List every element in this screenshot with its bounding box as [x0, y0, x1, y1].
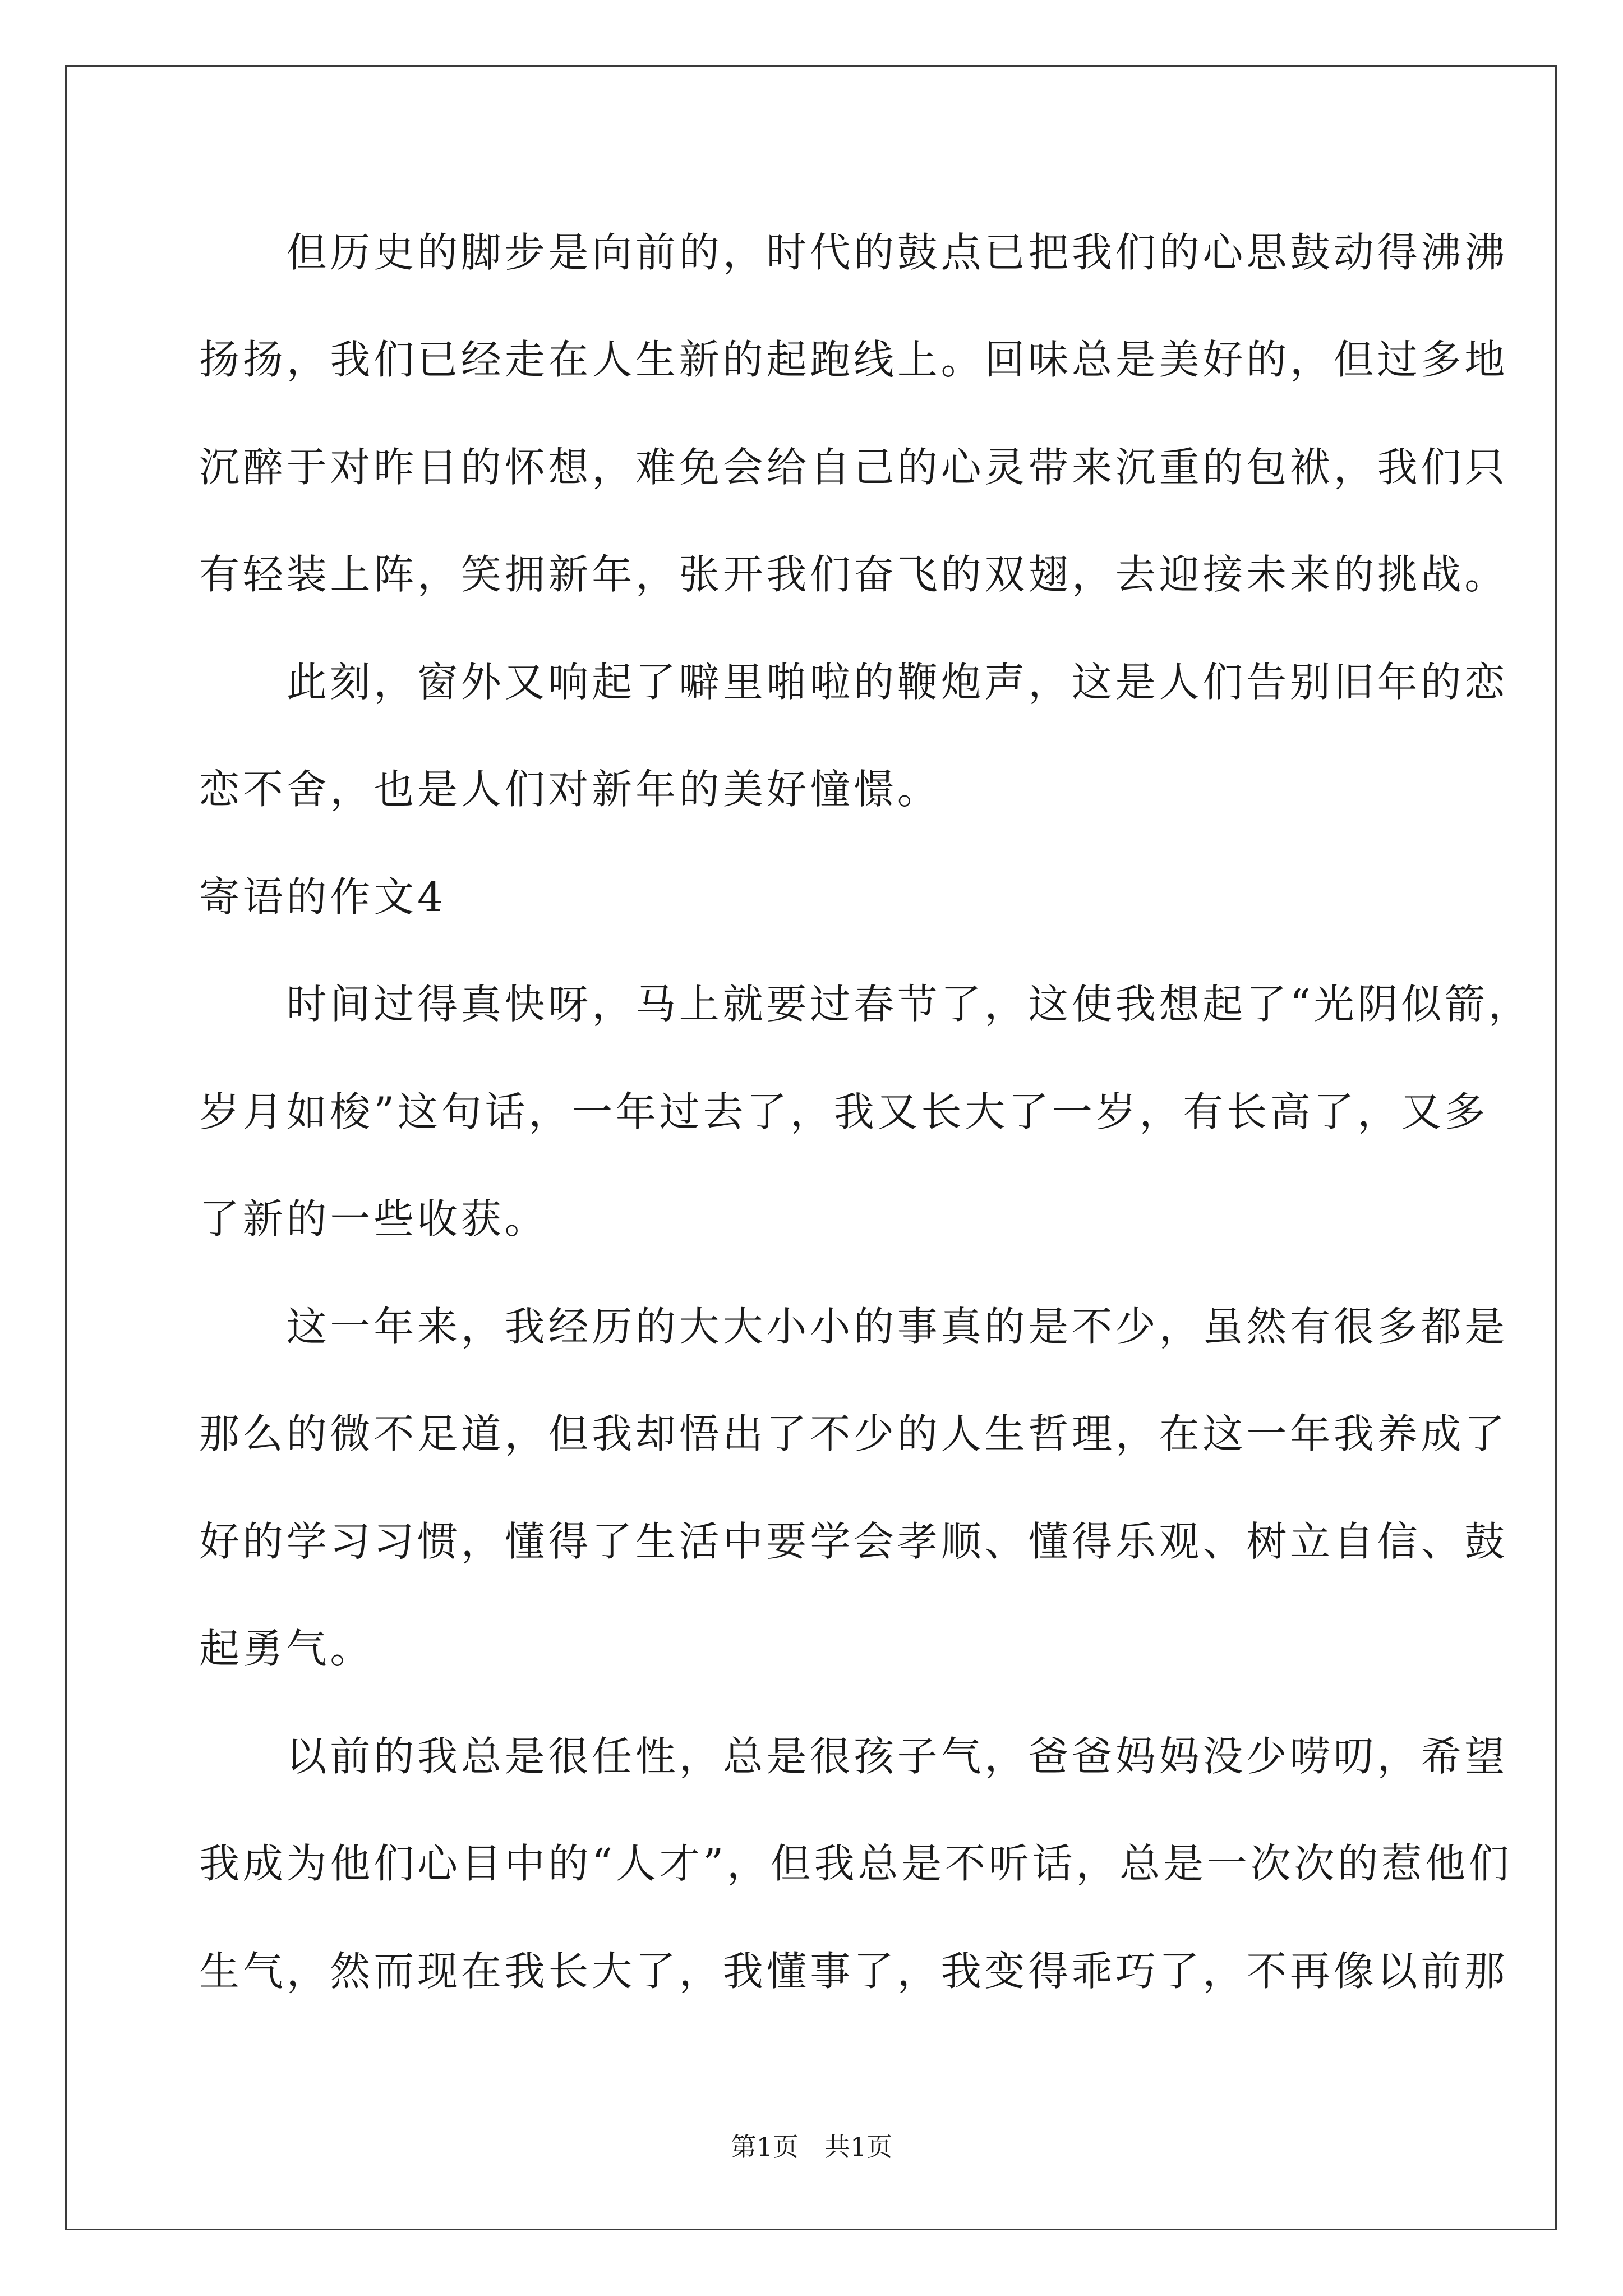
section-heading: 寄语的作文4	[199, 873, 446, 921]
paragraph-line: 我成为他们心目中的“人才”，但我总是不听话，总是一次次的惹他们	[199, 1840, 1513, 1887]
paragraph-line: 时间过得真快呀，马上就要过春节了，这使我想起了“光阴似箭，	[199, 981, 1532, 1028]
paragraph-line: 这一年来，我经历的大大小小的事真的是不少，虽然有很多都是	[199, 1303, 1509, 1350]
paragraph-line: 岁月如梭”这句话，一年过去了，我又长大了一岁，有长高了，又多	[199, 1088, 1488, 1135]
paragraph-line: 生气，然而现在我长大了，我懂事了，我变得乖巧了，不再像以前那	[199, 1948, 1509, 1995]
paragraph-line: 扬扬，我们已经走在人生新的起跑线上。回味总是美好的，但过多地	[199, 336, 1509, 383]
paragraph-line: 那么的微不足道，但我却悟出了不少的人生哲理，在这一年我养成了	[199, 1410, 1509, 1457]
paragraph-line: 起勇气。	[199, 1625, 374, 1672]
paragraph-line: 了新的一些收获。	[199, 1195, 548, 1243]
paragraph-line: 好的学习习惯，懂得了生活中要学会孝顺、懂得乐观、树立自信、鼓	[199, 1518, 1509, 1565]
paragraph-line: 沉醉于对昨日的怀想，难免会给自己的心灵带来沉重的包袱，我们只	[199, 444, 1509, 491]
paragraph-line: 此刻，窗外又响起了噼里啪啦的鞭炮声，这是人们告别旧年的恋	[199, 659, 1509, 706]
paragraph-line: 有轻装上阵，笑拥新年，张开我们奋飞的双翅，去迎接未来的挑战。	[199, 551, 1509, 598]
paragraph-line: 以前的我总是很任性，总是很孩子气，爸爸妈妈没少唠叨，希望	[199, 1733, 1509, 1780]
paragraph-line: 恋不舍，也是人们对新年的美好憧憬。	[199, 766, 941, 813]
page-footer: 第1页 共1页	[730, 2132, 893, 2162]
paragraph-line: 但历史的脚步是向前的，时代的鼓点已把我们的心思鼓动得沸沸	[199, 229, 1509, 276]
page-border	[65, 65, 1557, 2230]
